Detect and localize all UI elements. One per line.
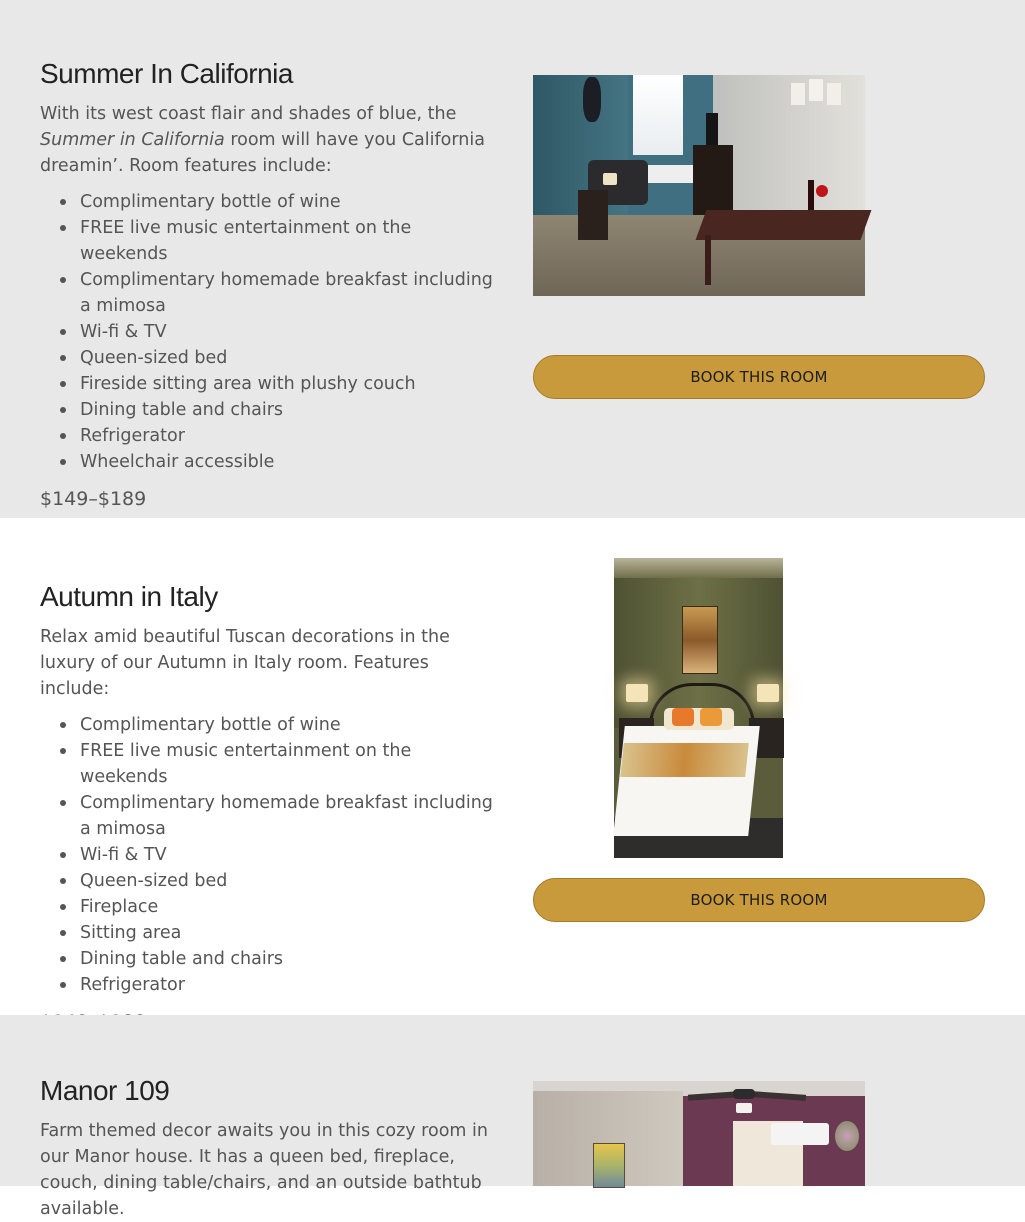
room-description: Farm themed decor awaits you in this cozy room in our Manor house. It has a queen bed, fireplace, couch, dining table/chairs, and an outside bathtub available.: [40, 1121, 488, 1219]
feature-item: Refrigerator: [80, 423, 495, 449]
feature-item: Dining table and chairs: [80, 397, 495, 423]
description-text: room will have you California dreamin’. Room features include:: [40, 130, 485, 176]
feature-item: Fireside sitting area with plushy couch: [80, 371, 495, 397]
feature-item: Queen-sized bed: [80, 345, 495, 371]
book-room-button[interactable]: BOOK THIS ROOM: [533, 878, 985, 922]
feature-item: Wheelchair accessible: [80, 449, 495, 475]
room-section-autumn-in-italy: [0, 518, 1025, 1015]
feature-item: Fireplace: [80, 894, 495, 920]
room-section-manor-109: [0, 1015, 1025, 1219]
feature-item: Complimentary homemade breakfast including a mimosa: [80, 267, 495, 319]
room-photo-living-area: [533, 75, 865, 296]
room-info: [40, 1074, 495, 1222]
feature-item: Complimentary bottle of wine: [80, 712, 495, 738]
description-emphasis: Summer in California: [40, 130, 225, 150]
room-photo-bedroom: [614, 558, 783, 858]
book-room-button[interactable]: BOOK THIS ROOM: [533, 355, 985, 399]
feature-list: [40, 712, 495, 998]
feature-list: [40, 189, 495, 475]
feature-item: Sitting area: [80, 920, 495, 946]
feature-item: FREE live music entertainment on the weekends: [80, 215, 495, 267]
feature-item: Queen-sized bed: [80, 868, 495, 894]
feature-item: Complimentary homemade breakfast including a mimosa: [80, 790, 495, 842]
room-title: Summer In California: [40, 58, 293, 89]
room-title: Manor 109: [40, 1075, 170, 1106]
room-info: [40, 580, 495, 1035]
feature-item: Wi-fi & TV: [80, 319, 495, 345]
feature-item: Complimentary bottle of wine: [80, 189, 495, 215]
feature-item: Refrigerator: [80, 972, 495, 998]
description-text: With its west coast flair and shades of blue, the: [40, 104, 457, 124]
room-description: Relax amid beautiful Tuscan decorations in the luxury of our Autumn in Italy room. Features include:: [40, 627, 450, 699]
feature-item: Dining table and chairs: [80, 946, 495, 972]
room-description: [40, 101, 495, 179]
feature-item: FREE live music entertainment on the weekends: [80, 738, 495, 790]
room-price: $149–$189: [40, 488, 147, 510]
feature-item: Wi-fi & TV: [80, 842, 495, 868]
room-photo-manor: [533, 1081, 865, 1186]
room-title: Autumn in Italy: [40, 581, 218, 612]
room-info: [40, 57, 495, 512]
room-section-summer-in-california: [0, 0, 1025, 518]
